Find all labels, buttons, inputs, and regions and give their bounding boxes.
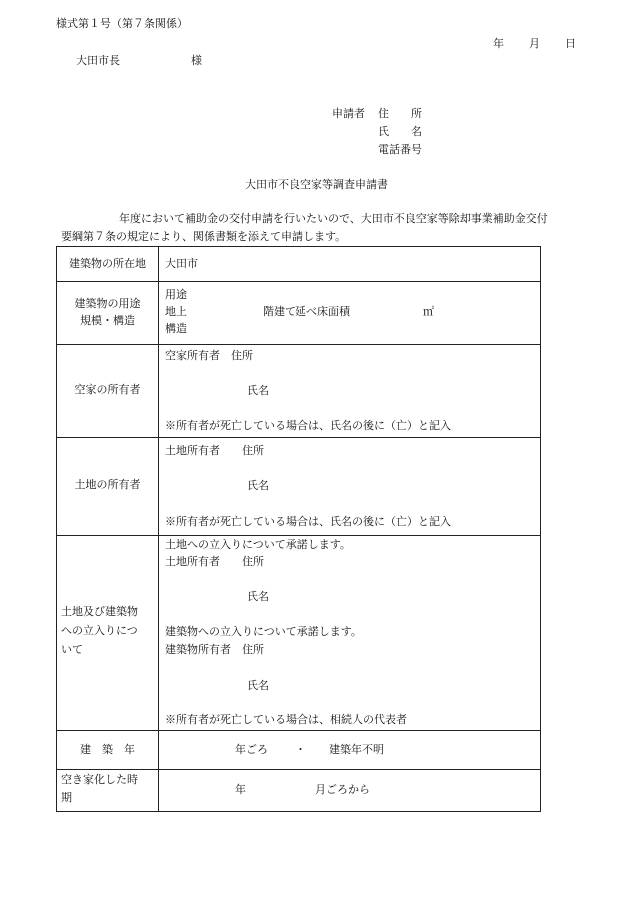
location-value-cell[interactable] bbox=[159, 247, 541, 282]
addressee-mayor: 大田市長 bbox=[76, 54, 120, 67]
built-year-label: 建 築 年 bbox=[80, 743, 135, 756]
usage-structure: 構造 bbox=[165, 322, 187, 335]
date-month-label: 月 bbox=[529, 37, 540, 50]
date-day-label: 日 bbox=[565, 37, 576, 50]
usage-above-ground: 地上 bbox=[165, 305, 187, 318]
built-year-separator: ・ bbox=[295, 743, 306, 756]
usage-label-line-1: 建築物の用途 bbox=[74, 297, 141, 310]
built-year-approx: 年ごろ bbox=[235, 743, 268, 756]
usage-floor-area: 延べ床面積 bbox=[295, 305, 350, 318]
applicant-name-label: 氏 名 bbox=[378, 125, 422, 138]
entry-land-owner-address: 土地所有者 住所 bbox=[165, 555, 264, 568]
usage-label-line-2: 規模・構造 bbox=[80, 314, 135, 327]
usage-value-cell[interactable] bbox=[159, 282, 541, 345]
vacant-since-label-line-1: 空き家化した時 bbox=[61, 773, 138, 786]
house-owner-address: 空家所有者 住所 bbox=[165, 349, 253, 362]
document-title: 大田市不良空家等調査申請書 bbox=[245, 178, 388, 191]
land-owner-value-cell[interactable] bbox=[159, 438, 541, 536]
built-year-label-cell bbox=[57, 731, 159, 770]
land-owner-label-cell bbox=[57, 438, 159, 536]
house-owner-label-cell bbox=[57, 345, 159, 438]
applicant-phone-label: 電話番号 bbox=[378, 143, 422, 156]
location-label-cell bbox=[57, 247, 159, 282]
land-owner-address: 土地所有者 住所 bbox=[165, 444, 264, 457]
vacant-since-month: 月ごろから bbox=[315, 783, 370, 796]
house-owner-label: 空家の所有者 bbox=[74, 383, 141, 396]
entry-building-name: 氏名 bbox=[247, 679, 269, 692]
entry-building-consent: 建築物への立入りについて承諾します。 bbox=[165, 625, 362, 638]
applicant-address-label: 住 所 bbox=[378, 107, 422, 120]
usage-floors: 階建て bbox=[263, 305, 296, 318]
entry-label-line-1: 土地及び建築物 bbox=[61, 605, 138, 618]
vacant-since-year: 年 bbox=[235, 783, 246, 796]
entry-note: ※所有者が死亡している場合は、相続人の代表者 bbox=[165, 713, 407, 726]
built-year-unknown: 建築年不明 bbox=[329, 743, 384, 756]
entry-value-cell[interactable] bbox=[159, 536, 541, 731]
usage-label-cell bbox=[57, 282, 159, 345]
house-owner-name: 氏名 bbox=[247, 384, 269, 397]
built-year-value-cell[interactable] bbox=[159, 731, 541, 770]
entry-label-cell bbox=[57, 536, 159, 731]
location-value: 大田市 bbox=[165, 257, 198, 270]
land-owner-name: 氏名 bbox=[247, 479, 269, 492]
entry-land-name: 氏名 bbox=[247, 590, 269, 603]
entry-building-owner-address: 建築物所有者 住所 bbox=[165, 643, 264, 656]
usage-use: 用途 bbox=[165, 288, 187, 301]
application-table bbox=[56, 246, 541, 812]
intro-line-2: 要綱第７条の規定により、関係書類を添えて申請します。 bbox=[61, 230, 347, 243]
vacant-since-label-cell bbox=[57, 770, 159, 812]
form-number: 様式第１号（第７条関係） bbox=[56, 17, 188, 30]
land-owner-note: ※所有者が死亡している場合は、氏名の後に（亡）と記入 bbox=[165, 515, 451, 528]
location-label: 建築物の所在地 bbox=[69, 257, 146, 270]
addressee-honorific: 様 bbox=[191, 54, 202, 67]
usage-unit: ㎡ bbox=[423, 305, 434, 318]
applicant-label: 申請者 bbox=[332, 107, 365, 120]
date-year-label: 年 bbox=[493, 37, 504, 50]
intro-line-1: 年度において補助金の交付申請を行いたいので、大田市不良空家等除却事業補助金交付 bbox=[119, 212, 548, 225]
entry-label-line-3: いて bbox=[61, 643, 83, 656]
vacant-since-label-line-2: 期 bbox=[61, 791, 72, 804]
vacant-since-value-cell[interactable] bbox=[159, 770, 541, 812]
house-owner-note: ※所有者が死亡している場合は、氏名の後に（亡）と記入 bbox=[165, 419, 451, 432]
entry-land-consent: 土地への立入りについて承諾します。 bbox=[165, 538, 351, 551]
land-owner-label: 土地の所有者 bbox=[74, 478, 141, 491]
entry-label-line-2: への立入りにつ bbox=[61, 624, 138, 637]
house-owner-value-cell[interactable] bbox=[159, 345, 541, 438]
